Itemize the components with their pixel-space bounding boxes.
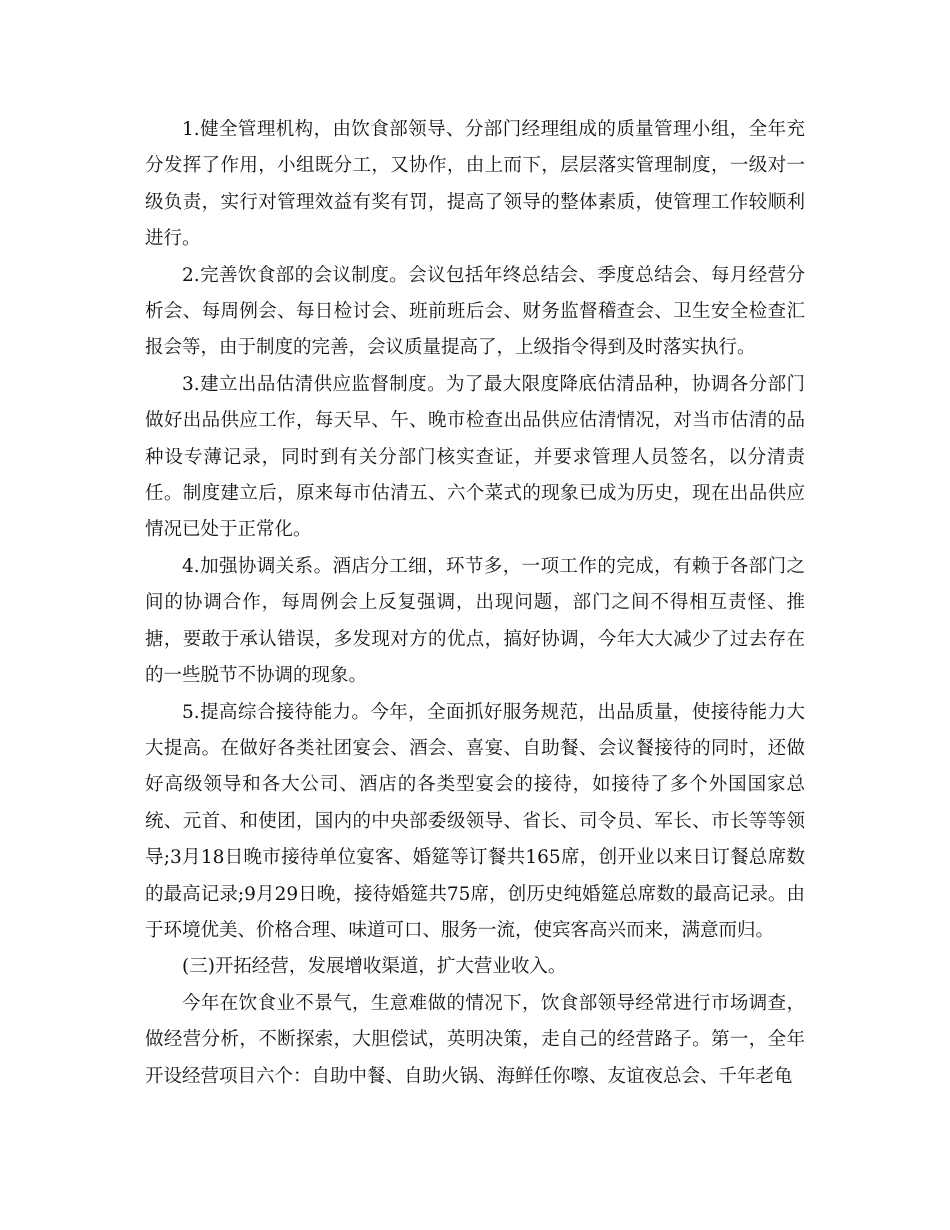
paragraph-1: 1.健全管理机构，由饮食部领导、分部门经理组成的质量管理小组，全年充分发挥了作用，小组既分工，又协作，由上而下，层层落实管理制度，一级对一级负责，实行对管理效益有奖有罚，提高了领导的整体素质，使管理工作较顺利进行。 xyxy=(145,119,805,250)
paragraph-2: 2.完善饮食部的会议制度。会议包括年终总结会、季度总结会、每月经营分析会、每周例会、每日检讨会、班前班后会、财务监督稽查会、卫生安全检查汇报会等，由于制度的完善，会议质量提高了，上级指令得到及时落实执行。 xyxy=(145,264,805,359)
section-heading: (三)开拓经营，发展增收渠道，扩大营业收入。 xyxy=(182,956,567,978)
paragraph-5: 5.提高综合接待能力。今年，全面抓好服务规范，出品质量，使接待能力大大提高。在做好各类社团宴会、酒会、喜宴、自助餐、会议餐接待的同时，还做好高级领导和各大公司、酒店的各类型宴会的接待，如接待了多个外国国家总统、元首、和使团，国内的中央部委级领导、省长、司令员、军长、市长等等领导;3月18日晚市接待单位宴客、婚筵等订餐共165席，创开业以来日订餐总席数的最高记录;9月29日晚，接待婚筵共75席，创历史纯婚筵总席数的最高记录。由于环境优美、价格合理、味道可口、服务一流，使宾客高兴而来，满意而归。 xyxy=(145,701,805,941)
paragraph-3: 3.建立出品估清供应监督制度。为了最大限度降底估清品种，协调各分部门做好出品供应工作，每天早、午、晚市检查出品供应估清情况，对当市估清的品种设专薄记录，同时到有关分部门核实查证，并要求管理人员签名，以分清责任。制度建立后，原来每市估清五、六个菜式的现象已成为历史，现在出品供应情况已处于正常化。 xyxy=(145,373,805,541)
document-body xyxy=(145,112,805,1095)
paragraph-4: 4.加强协调关系。酒店分工细，环节多，一项工作的完成，有赖于各部门之间的协调合作，每周例会上反复强调，出现问题，部门之间不得相互责怪、推搪，要敢于承认错误，多发现对方的优点，搞好协调，今年大大减少了过去存在的一些脱节不协调的现象。 xyxy=(145,555,805,687)
paragraph-6: 今年在饮食业不景气，生意难做的情况下，饮食部领导经常进行市场调查，做经营分析，不断探索，大胆偿试，英明决策，走自己的经营路子。第一，全年开设经营项目六个：自助中餐、自助火锅、海鲜任你嚓、友谊夜总会、千年老龟 xyxy=(145,992,805,1087)
